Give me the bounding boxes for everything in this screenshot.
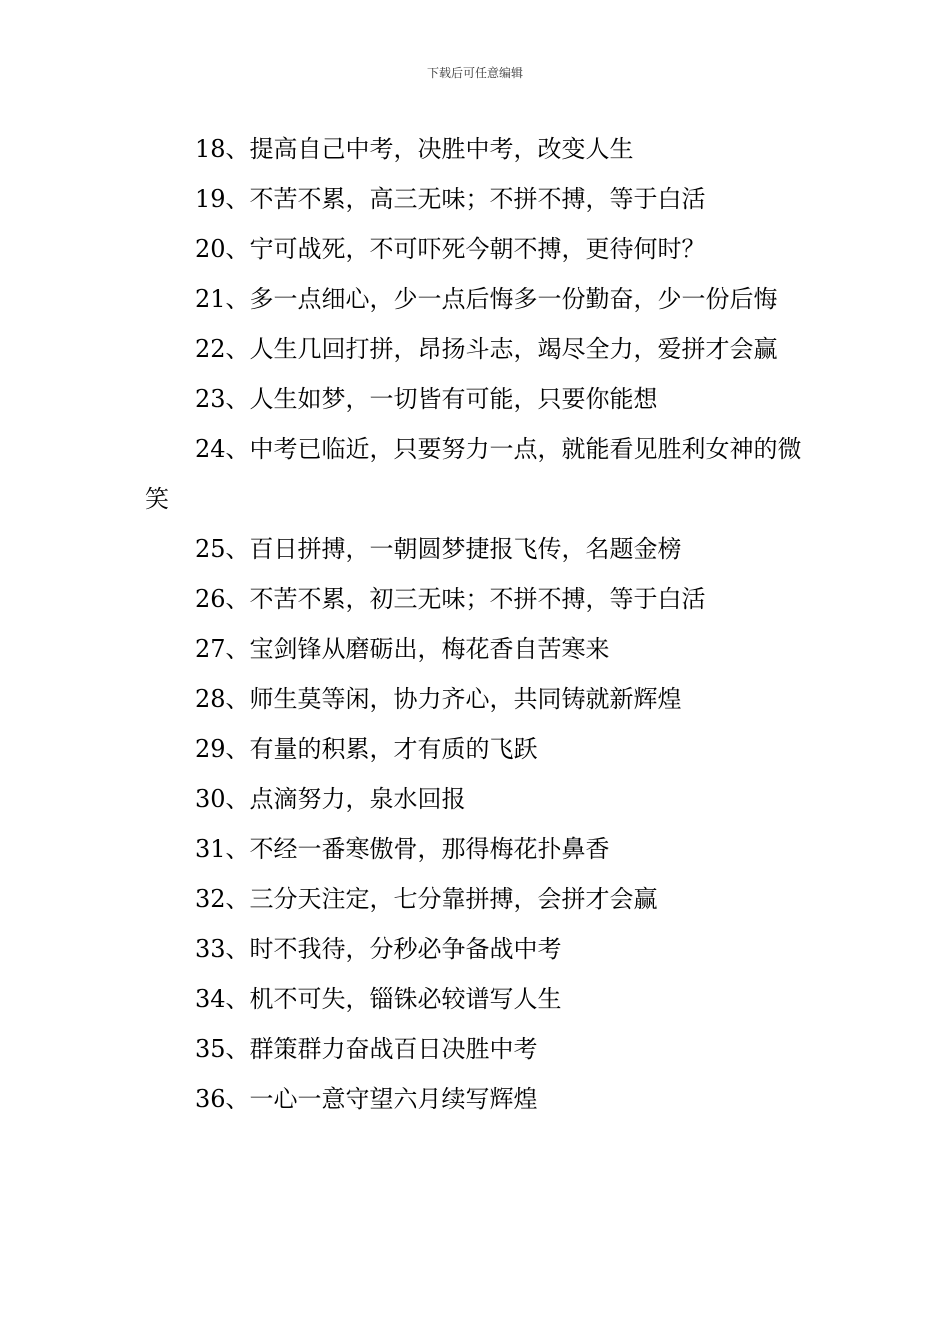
list-item: 28、师生莫等闲，协力齐心，共同铸就新辉煌 <box>195 685 682 713</box>
list-item: 24、中考已临近，只要努力一点，就能看见胜利女神的微笑 <box>145 435 802 513</box>
list-item: 26、不苦不累，初三无味；不拼不搏，等于白活 <box>195 585 706 613</box>
list-item: 21、多一点细心，少一点后悔多一份勤奋，少一份后悔 <box>195 285 778 313</box>
list-item: 27、宝剑锋从磨砺出，梅花香自苦寒来 <box>195 635 610 663</box>
list-item: 34、机不可失，锱铢必较谱写人生 <box>195 985 562 1013</box>
list-item: 29、有量的积累，才有质的飞跃 <box>195 735 538 763</box>
list-item: 25、百日拼搏，一朝圆梦捷报飞传，名题金榜 <box>195 535 682 563</box>
list-item: 32、三分天注定，七分靠拼搏，会拼才会赢 <box>195 885 658 913</box>
slogan-list <box>145 124 807 1124</box>
list-item: 31、不经一番寒傲骨，那得梅花扑鼻香 <box>195 835 610 863</box>
list-item: 35、群策群力奋战百日决胜中考 <box>195 1035 538 1063</box>
list-item: 36、一心一意守望六月续写辉煌 <box>195 1085 538 1113</box>
list-item: 30、点滴努力，泉水回报 <box>195 785 466 813</box>
list-item: 19、不苦不累，高三无味；不拼不搏，等于白活 <box>195 185 706 213</box>
page-header: 下载后可任意编辑 <box>426 66 523 80</box>
list-item: 23、人生如梦，一切皆有可能，只要你能想 <box>195 385 658 413</box>
list-item: 20、宁可战死，不可吓死今朝不搏，更待何时？ <box>195 235 706 263</box>
list-item: 33、时不我待，分秒必争备战中考 <box>195 935 562 963</box>
list-item: 22、人生几回打拼，昂扬斗志，竭尽全力，爱拼才会赢 <box>195 335 778 363</box>
list-item: 18、提高自己中考，决胜中考，改变人生 <box>195 135 634 163</box>
